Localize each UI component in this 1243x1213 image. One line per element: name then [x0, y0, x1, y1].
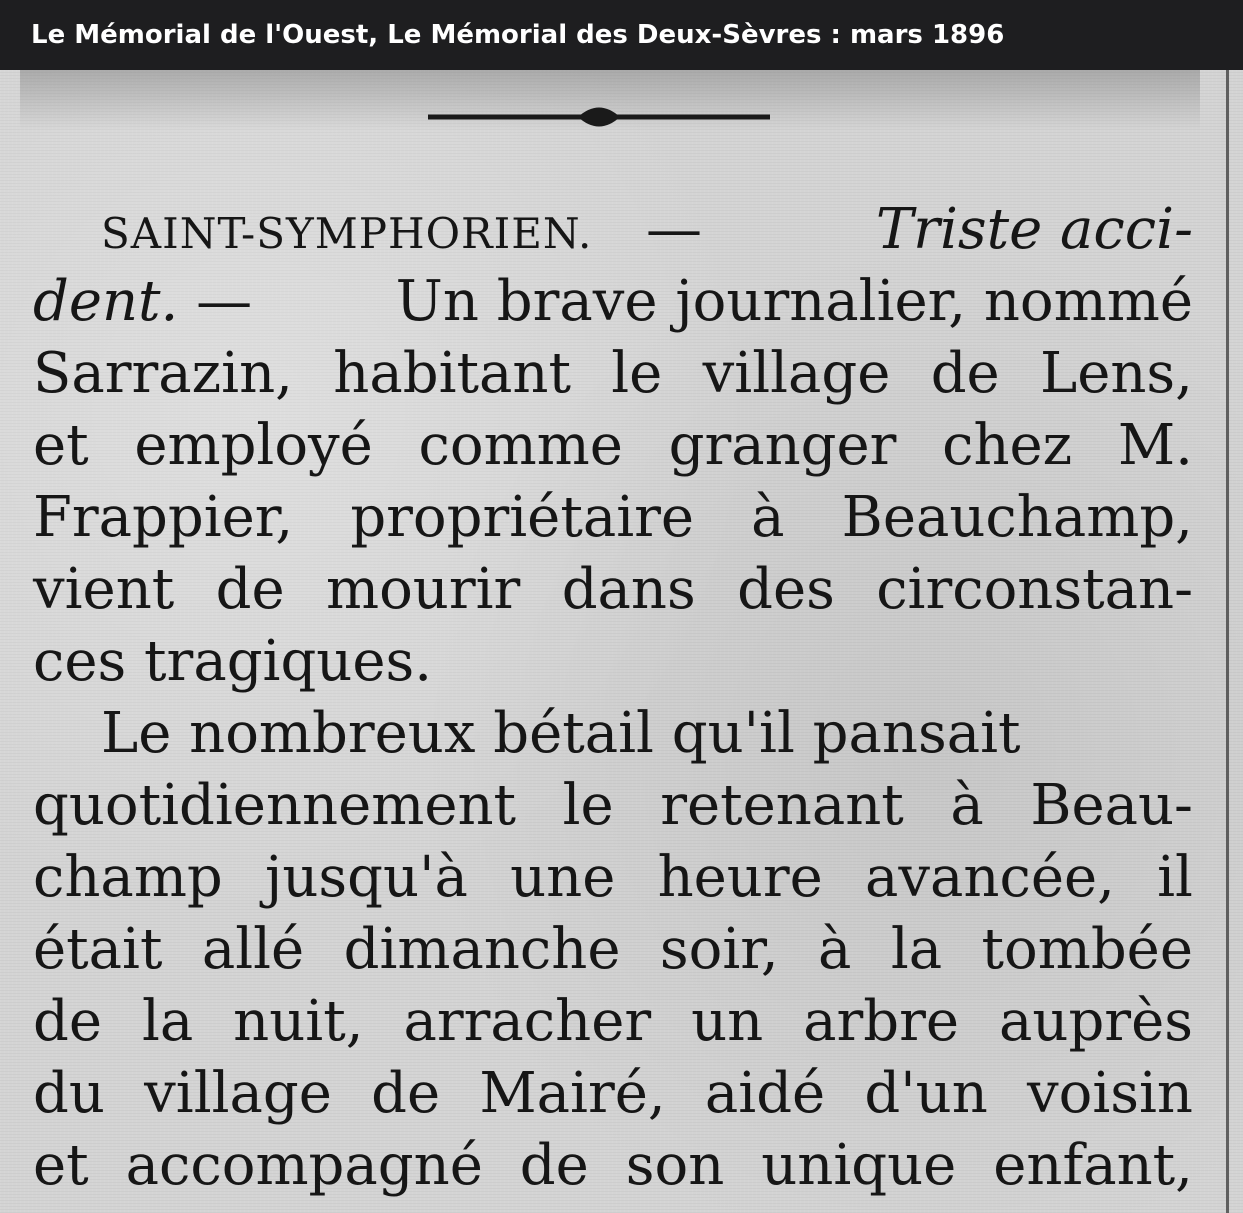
text-line: était allé dimanche soir, à la tombée: [33, 917, 1193, 982]
text-line: Un brave journalier, nommé: [395, 269, 1193, 334]
article-subtitle-part1: Triste acci-: [875, 197, 1193, 262]
text-line: Sarrazin, habitant le village de Lens,: [33, 341, 1193, 406]
text-line: du village de Mairé, aidé d'un voisin: [33, 1061, 1193, 1126]
column-rule: [1226, 70, 1229, 1213]
text-line: ces tragiques.: [33, 629, 433, 694]
section-divider-ornament: [428, 100, 770, 134]
article-line-2: [33, 266, 1193, 338]
article-heading: SAINT-SYMPHORIEN.: [101, 209, 593, 258]
em-dash: —: [196, 269, 253, 334]
text-line: vient de mourir dans des circonstan-: [33, 557, 1193, 622]
article-subtitle-part2: dent.: [33, 269, 179, 334]
document-title: Le Mémorial de l'Ouest, Le Mémorial des Deux-Sèvres : mars 1896: [31, 20, 1005, 50]
text-line: Le nombreux bétail qu'il pansait: [101, 701, 1021, 766]
article-line-1: [33, 194, 1193, 266]
em-dash: —: [645, 197, 702, 262]
newspaper-scan: [0, 70, 1243, 1213]
text-line: et employé comme granger chez M.: [33, 413, 1193, 478]
article-body: [33, 194, 1193, 1202]
text-line: de la nuit, arracher un arbre auprès: [33, 989, 1193, 1054]
text-line: Frappier, propriétaire à Beauchamp,: [33, 485, 1193, 550]
text-line: champ jusqu'à une heure avancée, il: [33, 845, 1193, 910]
text-line: et accompagné de son unique enfant,: [33, 1133, 1193, 1198]
title-bar: [0, 0, 1243, 70]
text-line: quotidiennement le retenant à Beau-: [33, 773, 1193, 838]
